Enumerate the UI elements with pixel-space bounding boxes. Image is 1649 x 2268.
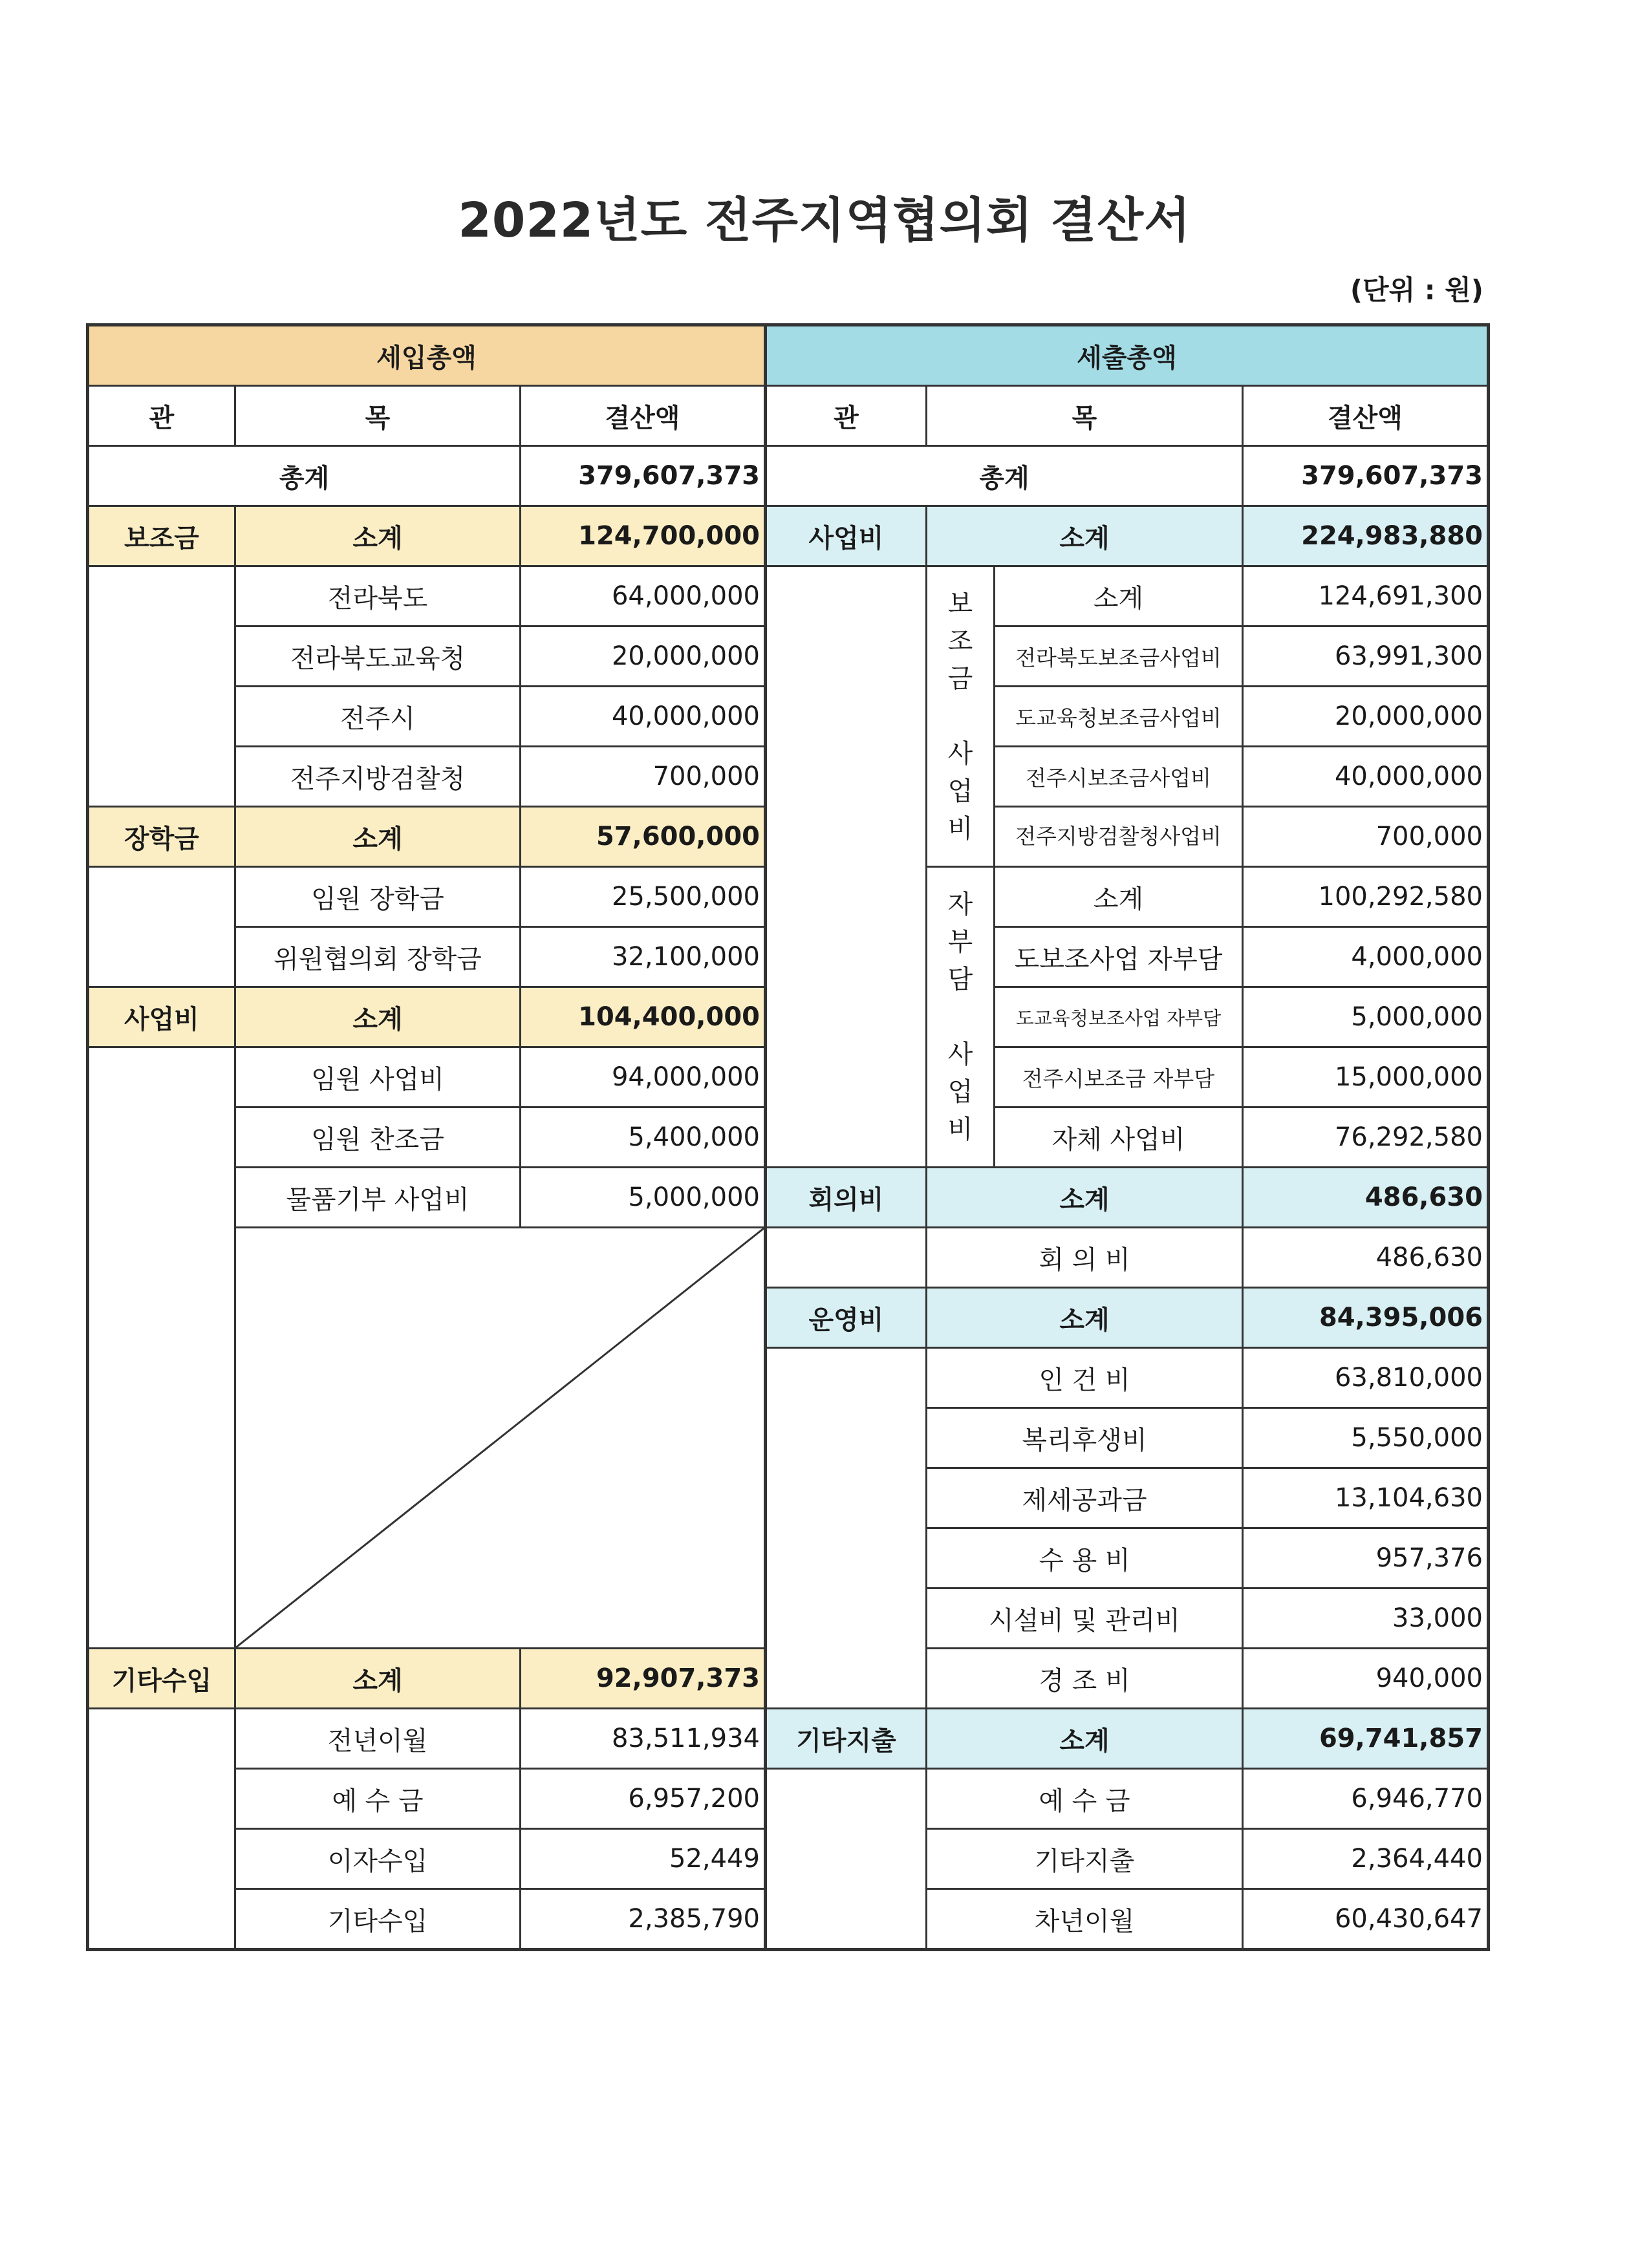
expense-item-mok: 도보조사업 자부담 [995, 927, 1243, 987]
expense-item-mok: 도교육청보조금사업비 [995, 687, 1243, 747]
expense-item-amount: 76,292,580 [1243, 1107, 1489, 1168]
expense-bojo-subtotal: 124,691,300 [1243, 566, 1489, 626]
expense-item-amount: 6,946,770 [1243, 1769, 1489, 1829]
expense-item-mok: 제세공과금 [927, 1468, 1243, 1528]
expense-bojo-group-label: 보 조 금 사 업 비 [927, 566, 995, 867]
expense-item-amount: 20,000,000 [1243, 687, 1489, 747]
expense-jabudam-group-label: 자 부 담 사 업 비 [927, 867, 995, 1168]
income-total-label: 총계 [88, 446, 521, 506]
expense-item-amount: 60,430,647 [1243, 1889, 1489, 1950]
income-item-amount: 5,400,000 [521, 1107, 766, 1168]
income-item-mok: 위원협의회 장학금 [235, 927, 521, 987]
income-gwan-janghak: 장학금 [88, 807, 235, 867]
expense-item-amount: 957,376 [1243, 1528, 1489, 1589]
expense-item-mok: 차년이월 [927, 1889, 1243, 1950]
expense-item-amount: 486,630 [1243, 1228, 1489, 1288]
income-item-amount: 5,000,000 [521, 1168, 766, 1228]
subtotal-label: 소계 [235, 807, 521, 867]
income-item-mok: 임원 장학금 [235, 867, 521, 927]
expense-item-amount: 940,000 [1243, 1649, 1489, 1709]
income-gwan-saeop: 사업비 [88, 987, 235, 1047]
page-title: 2022년도 전주지역협의회 결산서 [458, 193, 1191, 248]
income-item-mok: 전년이월 [235, 1709, 521, 1769]
expense-item-mok: 인 건 비 [927, 1348, 1243, 1408]
income-item-mok: 전라북도 [235, 566, 521, 626]
expense-item-mok: 전주지방검찰청사업비 [995, 807, 1243, 867]
expense-col-amount: 결산액 [1243, 386, 1489, 446]
income-item-amount: 83,511,934 [521, 1709, 766, 1769]
expense-item-amount: 40,000,000 [1243, 747, 1489, 807]
diagonal-empty-cell [235, 1228, 766, 1649]
expense-gwan-blank [766, 566, 927, 1168]
expense-unyeong-subtotal: 84,395,006 [1243, 1288, 1489, 1348]
expense-item-amount: 15,000,000 [1243, 1047, 1489, 1107]
expense-item-amount: 13,104,630 [1243, 1468, 1489, 1528]
income-item-amount: 2,385,790 [521, 1889, 766, 1950]
subtotal-label: 소계 [995, 867, 1243, 927]
income-item-mok: 전주지방검찰청 [235, 747, 521, 807]
subtotal-label: 소계 [235, 1649, 521, 1709]
income-gwan-gita: 기타수입 [88, 1649, 235, 1709]
expense-saeop-subtotal: 224,983,880 [1243, 506, 1489, 566]
expense-gita-subtotal: 69,741,857 [1243, 1709, 1489, 1769]
income-item-mok: 임원 찬조금 [235, 1107, 521, 1168]
expense-item-mok: 전라북도보조금사업비 [995, 626, 1243, 687]
expense-gwan-saeop: 사업비 [766, 506, 927, 566]
unit-label: (단위 : 원) [1350, 274, 1483, 306]
expense-item-mok: 도교육청보조사업 자부담 [995, 987, 1243, 1047]
income-gwan-blank [88, 867, 235, 987]
expense-item-mok: 전주시보조금사업비 [995, 747, 1243, 807]
income-item-amount: 20,000,000 [521, 626, 766, 687]
subtotal-label: 소계 [927, 506, 1243, 566]
income-item-amount: 52,449 [521, 1829, 766, 1889]
income-janghak-subtotal: 57,600,000 [521, 807, 766, 867]
subtotal-label: 소계 [927, 1168, 1243, 1228]
income-total-amount: 379,607,373 [521, 446, 766, 506]
income-gita-subtotal: 92,907,373 [521, 1649, 766, 1709]
income-section-header: 세입총액 [88, 325, 766, 386]
income-bojo-subtotal: 124,700,000 [521, 506, 766, 566]
expense-item-amount: 33,000 [1243, 1589, 1489, 1649]
subtotal-label: 소계 [995, 566, 1243, 626]
expense-total-amount: 379,607,373 [1243, 446, 1489, 506]
expense-item-amount: 2,364,440 [1243, 1829, 1489, 1889]
expense-col-gwan: 관 [766, 386, 927, 446]
expense-jabudam-subtotal: 100,292,580 [1243, 867, 1489, 927]
expense-item-mok: 기타지출 [927, 1829, 1243, 1889]
expense-section-header: 세출총액 [766, 325, 1489, 386]
income-gwan-blank [88, 1047, 235, 1649]
expense-item-amount: 63,810,000 [1243, 1348, 1489, 1408]
income-item-mok: 물품기부 사업비 [235, 1168, 521, 1228]
income-gwan-blank [88, 566, 235, 807]
expense-item-amount: 4,000,000 [1243, 927, 1489, 987]
expense-item-mok: 수 용 비 [927, 1528, 1243, 1589]
income-col-amount: 결산액 [521, 386, 766, 446]
income-item-amount: 700,000 [521, 747, 766, 807]
expense-item-mok: 경 조 비 [927, 1649, 1243, 1709]
expense-col-mok: 목 [927, 386, 1243, 446]
expense-item-mok: 회 의 비 [927, 1228, 1243, 1288]
income-item-mok: 기타수입 [235, 1889, 521, 1950]
subtotal-label: 소계 [927, 1288, 1243, 1348]
income-item-amount: 32,100,000 [521, 927, 766, 987]
expense-item-mok: 전주시보조금 자부담 [995, 1047, 1243, 1107]
income-item-mok: 이자수입 [235, 1829, 521, 1889]
expense-item-amount: 63,991,300 [1243, 626, 1489, 687]
income-item-mok: 예 수 금 [235, 1769, 521, 1829]
expense-item-mok: 자체 사업비 [995, 1107, 1243, 1168]
income-item-mok: 전주시 [235, 687, 521, 747]
income-item-amount: 94,000,000 [521, 1047, 766, 1107]
income-gwan-bojo: 보조금 [88, 506, 235, 566]
subtotal-label: 소계 [927, 1709, 1243, 1769]
expense-gwan-gita: 기타지출 [766, 1709, 927, 1769]
expense-item-mok: 시설비 및 관리비 [927, 1589, 1243, 1649]
expense-gwan-unyeong: 운영비 [766, 1288, 927, 1348]
income-col-gwan: 관 [88, 386, 235, 446]
expense-item-mok: 예 수 금 [927, 1769, 1243, 1829]
expense-gwan-blank [766, 1348, 927, 1709]
income-item-mok: 전라북도교육청 [235, 626, 521, 687]
income-saeop-subtotal: 104,400,000 [521, 987, 766, 1047]
income-item-amount: 6,957,200 [521, 1769, 766, 1829]
subtotal-label: 소계 [235, 987, 521, 1047]
income-gwan-blank [88, 1709, 235, 1950]
subtotal-label: 소계 [235, 506, 521, 566]
expense-item-amount: 5,550,000 [1243, 1408, 1489, 1468]
income-item-amount: 40,000,000 [521, 687, 766, 747]
settlement-table [86, 323, 1490, 1951]
income-item-amount: 25,500,000 [521, 867, 766, 927]
expense-gwan-hoeui: 회의비 [766, 1168, 927, 1228]
expense-gwan-blank [766, 1228, 927, 1288]
expense-item-mok: 복리후생비 [927, 1408, 1243, 1468]
expense-item-amount: 5,000,000 [1243, 987, 1489, 1047]
income-item-mok: 임원 사업비 [235, 1047, 521, 1107]
income-item-amount: 64,000,000 [521, 566, 766, 626]
income-col-mok: 목 [235, 386, 521, 446]
diagonal-line [236, 1228, 764, 1647]
expense-hoeui-subtotal: 486,630 [1243, 1168, 1489, 1228]
expense-item-amount: 700,000 [1243, 807, 1489, 867]
expense-total-label: 총계 [766, 446, 1243, 506]
expense-gwan-blank [766, 1769, 927, 1950]
